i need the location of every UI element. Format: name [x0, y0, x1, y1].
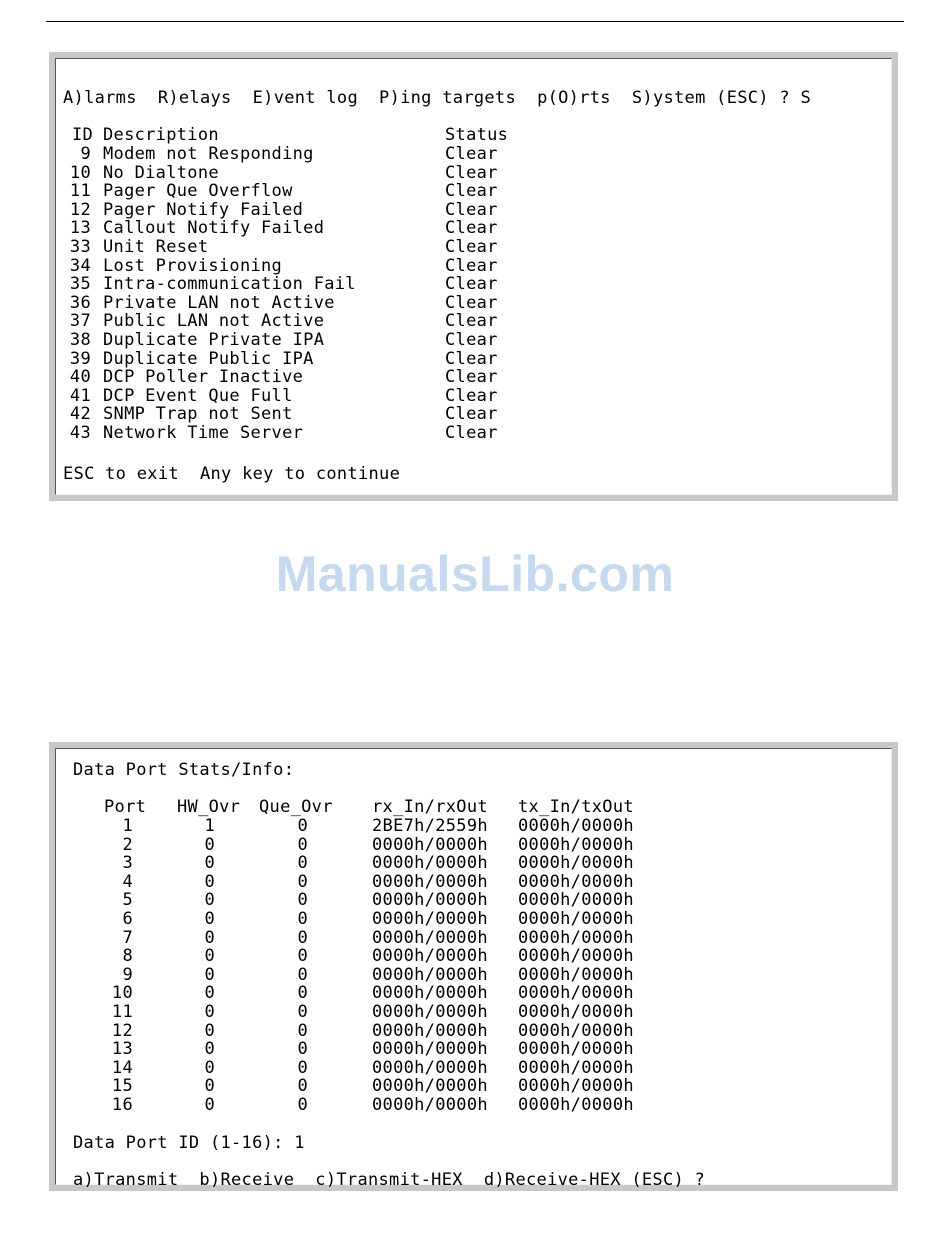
port-hw-ovr: 0	[204, 1039, 215, 1060]
alarm-id: 35	[69, 274, 91, 295]
port-que-ovr: 0	[297, 890, 308, 911]
alarm-status: Clear	[445, 218, 498, 239]
alarm-description: Duplicate Private IPA	[103, 330, 325, 350]
port-tx: 0000h/0000h	[518, 964, 634, 985]
alarm-id: 13	[69, 218, 91, 239]
port-que-ovr: 0	[297, 1039, 308, 1060]
alarm-id: 41	[69, 385, 91, 406]
port-tx: 0000h/0000h	[518, 1020, 634, 1041]
port-que-ovr: 0	[297, 1020, 308, 1041]
port-number: 13	[111, 1039, 133, 1060]
manualslib-watermark: ManualsLib.com	[275, 546, 675, 602]
port-number: 11	[111, 1002, 133, 1022]
alarm-id: 37	[69, 311, 91, 332]
alarm-status: Clear	[445, 255, 498, 276]
port-hw-ovr: 0	[204, 1076, 215, 1097]
alarm-id: 34	[69, 255, 91, 276]
column-header-status: Status	[445, 125, 509, 145]
port-que-ovr: 0	[297, 871, 308, 892]
alarm-id: 10	[69, 162, 91, 183]
port-rx: 0000h/0000h	[372, 834, 488, 855]
port-number: 10	[111, 983, 133, 1004]
port-tx: 0000h/0000h	[518, 853, 634, 874]
data-port-id-prompt: Data Port ID (1-16): 1	[73, 1133, 305, 1153]
port-hw-ovr: 0	[204, 946, 215, 967]
alarm-description: Unit Reset	[103, 237, 209, 257]
port-tx: 0000h/0000h	[518, 1057, 634, 1078]
alarm-status: Clear	[445, 348, 498, 369]
port-que-ovr: 0	[297, 1095, 308, 1115]
main-menu-line: A)larms R)elays E)vent log P)ing targets p(O)rts S)ystem (ESC) ? S	[63, 88, 811, 108]
port-tx: 0000h/0000h	[518, 871, 634, 892]
port-hw-ovr: 0	[204, 909, 215, 929]
port-number: 3	[122, 853, 133, 874]
port-hw-ovr: 0	[204, 1057, 215, 1078]
alarm-status: Clear	[445, 330, 498, 350]
port-tx: 0000h/0000h	[518, 1002, 634, 1022]
port-hw-ovr: 0	[204, 1002, 215, 1022]
alarm-status: Clear	[445, 181, 498, 202]
port-hw-ovr: 0	[204, 1020, 215, 1041]
alarm-description: Private LAN not Active	[103, 292, 335, 313]
port-hw-ovr: 1	[204, 816, 215, 836]
port-rx: 0000h/0000h	[372, 1002, 488, 1022]
port-rx: 0000h/0000h	[372, 964, 488, 985]
column-header-id: ID	[72, 125, 94, 145]
column-header-port: Port	[104, 797, 147, 817]
port-hw-ovr: 0	[204, 834, 215, 855]
data-port-title: Data Port Stats/Info:	[73, 760, 295, 780]
alarm-id: 33	[69, 237, 91, 257]
alarm-id: 36	[69, 292, 91, 313]
port-hw-ovr: 0	[204, 890, 215, 911]
data-port-terminal-window	[55, 748, 892, 1190]
port-que-ovr: 0	[297, 1076, 308, 1097]
alarm-description: Modem not Responding	[103, 144, 314, 164]
port-que-ovr: 0	[297, 946, 308, 967]
page-top-rule	[46, 21, 904, 22]
alarm-description: Lost Provisioning	[103, 255, 283, 276]
alarm-status: Clear	[445, 274, 498, 295]
column-header-hw-ovr: HW_Ovr	[177, 797, 241, 817]
port-number: 12	[111, 1020, 133, 1041]
port-rx: 0000h/0000h	[372, 927, 488, 948]
alarm-id: 38	[69, 330, 91, 350]
exit-continue-prompt: ESC to exit Any key to continue	[63, 464, 401, 484]
alarm-description: Callout Notify Failed	[103, 218, 325, 239]
alarm-description: Pager Notify Failed	[103, 199, 304, 220]
port-rx: 0000h/0000h	[372, 983, 488, 1004]
port-tx: 0000h/0000h	[518, 1039, 634, 1060]
port-number: 2	[122, 834, 133, 855]
port-number: 15	[111, 1076, 133, 1097]
alarm-id: 40	[69, 367, 91, 388]
alarms-terminal-window	[55, 58, 892, 495]
port-number: 5	[122, 890, 133, 911]
port-rx: 0000h/0000h	[372, 853, 488, 874]
alarm-status: Clear	[445, 292, 498, 313]
alarm-status: Clear	[445, 385, 498, 406]
data-port-terminal-screenshot	[49, 742, 898, 1191]
alarm-status: Clear	[445, 404, 498, 425]
port-rx: 0000h/0000h	[372, 909, 488, 929]
port-que-ovr: 0	[297, 1057, 308, 1078]
column-header-description: Description	[103, 125, 219, 145]
port-hw-ovr: 0	[204, 853, 215, 874]
alarm-status: Clear	[445, 199, 498, 220]
port-number: 9	[122, 964, 133, 985]
port-rx: 0000h/0000h	[372, 871, 488, 892]
port-que-ovr: 0	[297, 927, 308, 948]
alarm-description: SNMP Trap not Sent	[103, 404, 293, 425]
port-number: 6	[122, 909, 133, 929]
alarm-description: No Dialtone	[103, 162, 219, 183]
alarm-status: Clear	[445, 423, 498, 443]
port-rx: 0000h/0000h	[372, 1076, 488, 1097]
port-rx: 0000h/0000h	[372, 1020, 488, 1041]
alarm-id: 9	[80, 144, 91, 164]
alarm-id: 42	[69, 404, 91, 425]
port-hw-ovr: 0	[204, 871, 215, 892]
port-number: 1	[122, 816, 133, 836]
port-number: 8	[122, 946, 133, 967]
alarm-id: 39	[69, 348, 91, 369]
port-number: 4	[122, 871, 133, 892]
port-tx: 0000h/0000h	[518, 890, 634, 911]
alarm-status: Clear	[445, 311, 498, 332]
alarm-description: Pager Que Overflow	[103, 181, 293, 202]
port-que-ovr: 0	[297, 816, 308, 836]
column-header-rx: rx_In/rxOut	[372, 797, 488, 817]
port-que-ovr: 0	[297, 853, 308, 874]
port-rx: 0000h/0000h	[372, 1095, 488, 1115]
port-tx: 0000h/0000h	[518, 927, 634, 948]
alarm-description: Network Time Server	[103, 423, 304, 443]
alarm-id: 43	[69, 423, 91, 443]
alarm-description: Duplicate Public IPA	[103, 348, 314, 369]
port-que-ovr: 0	[297, 834, 308, 855]
port-tx: 0000h/0000h	[518, 816, 634, 836]
port-que-ovr: 0	[297, 983, 308, 1004]
alarm-id: 11	[69, 181, 91, 202]
port-hw-ovr: 0	[204, 927, 215, 948]
port-tx: 0000h/0000h	[518, 834, 634, 855]
column-header-que-ovr: Que_Ovr	[259, 797, 333, 817]
alarms-terminal-screenshot	[49, 52, 898, 501]
port-number: 14	[111, 1057, 133, 1078]
alarm-description: Public LAN not Active	[103, 311, 325, 332]
port-tx: 0000h/0000h	[518, 946, 634, 967]
port-que-ovr: 0	[297, 909, 308, 929]
port-hw-ovr: 0	[204, 1095, 215, 1115]
port-tx: 0000h/0000h	[518, 983, 634, 1004]
alarm-status: Clear	[445, 144, 498, 164]
alarm-description: DCP Poller Inactive	[103, 367, 304, 388]
port-rx: 0000h/0000h	[372, 946, 488, 967]
alarm-status: Clear	[445, 237, 498, 257]
port-tx: 0000h/0000h	[518, 909, 634, 929]
alarm-id: 12	[69, 199, 91, 220]
port-rx: 2BE7h/2559h	[372, 816, 488, 836]
alarm-description: Intra-communication Fail	[103, 274, 356, 295]
port-que-ovr: 0	[297, 1002, 308, 1022]
port-que-ovr: 0	[297, 964, 308, 985]
column-header-tx: tx_In/txOut	[518, 797, 634, 817]
port-tx: 0000h/0000h	[518, 1095, 634, 1115]
alarm-description: DCP Event Que Full	[103, 385, 293, 406]
port-rx: 0000h/0000h	[372, 1057, 488, 1078]
alarm-status: Clear	[445, 162, 498, 183]
alarm-status: Clear	[445, 367, 498, 388]
port-rx: 0000h/0000h	[372, 890, 488, 911]
port-number: 16	[111, 1095, 133, 1115]
port-action-menu: a)Transmit b)Receive c)Transmit-HEX d)Receive-HEX (ESC) ?	[73, 1170, 706, 1190]
port-tx: 0000h/0000h	[518, 1076, 634, 1097]
port-number: 7	[122, 927, 133, 948]
port-hw-ovr: 0	[204, 983, 215, 1004]
port-hw-ovr: 0	[204, 964, 215, 985]
port-rx: 0000h/0000h	[372, 1039, 488, 1060]
